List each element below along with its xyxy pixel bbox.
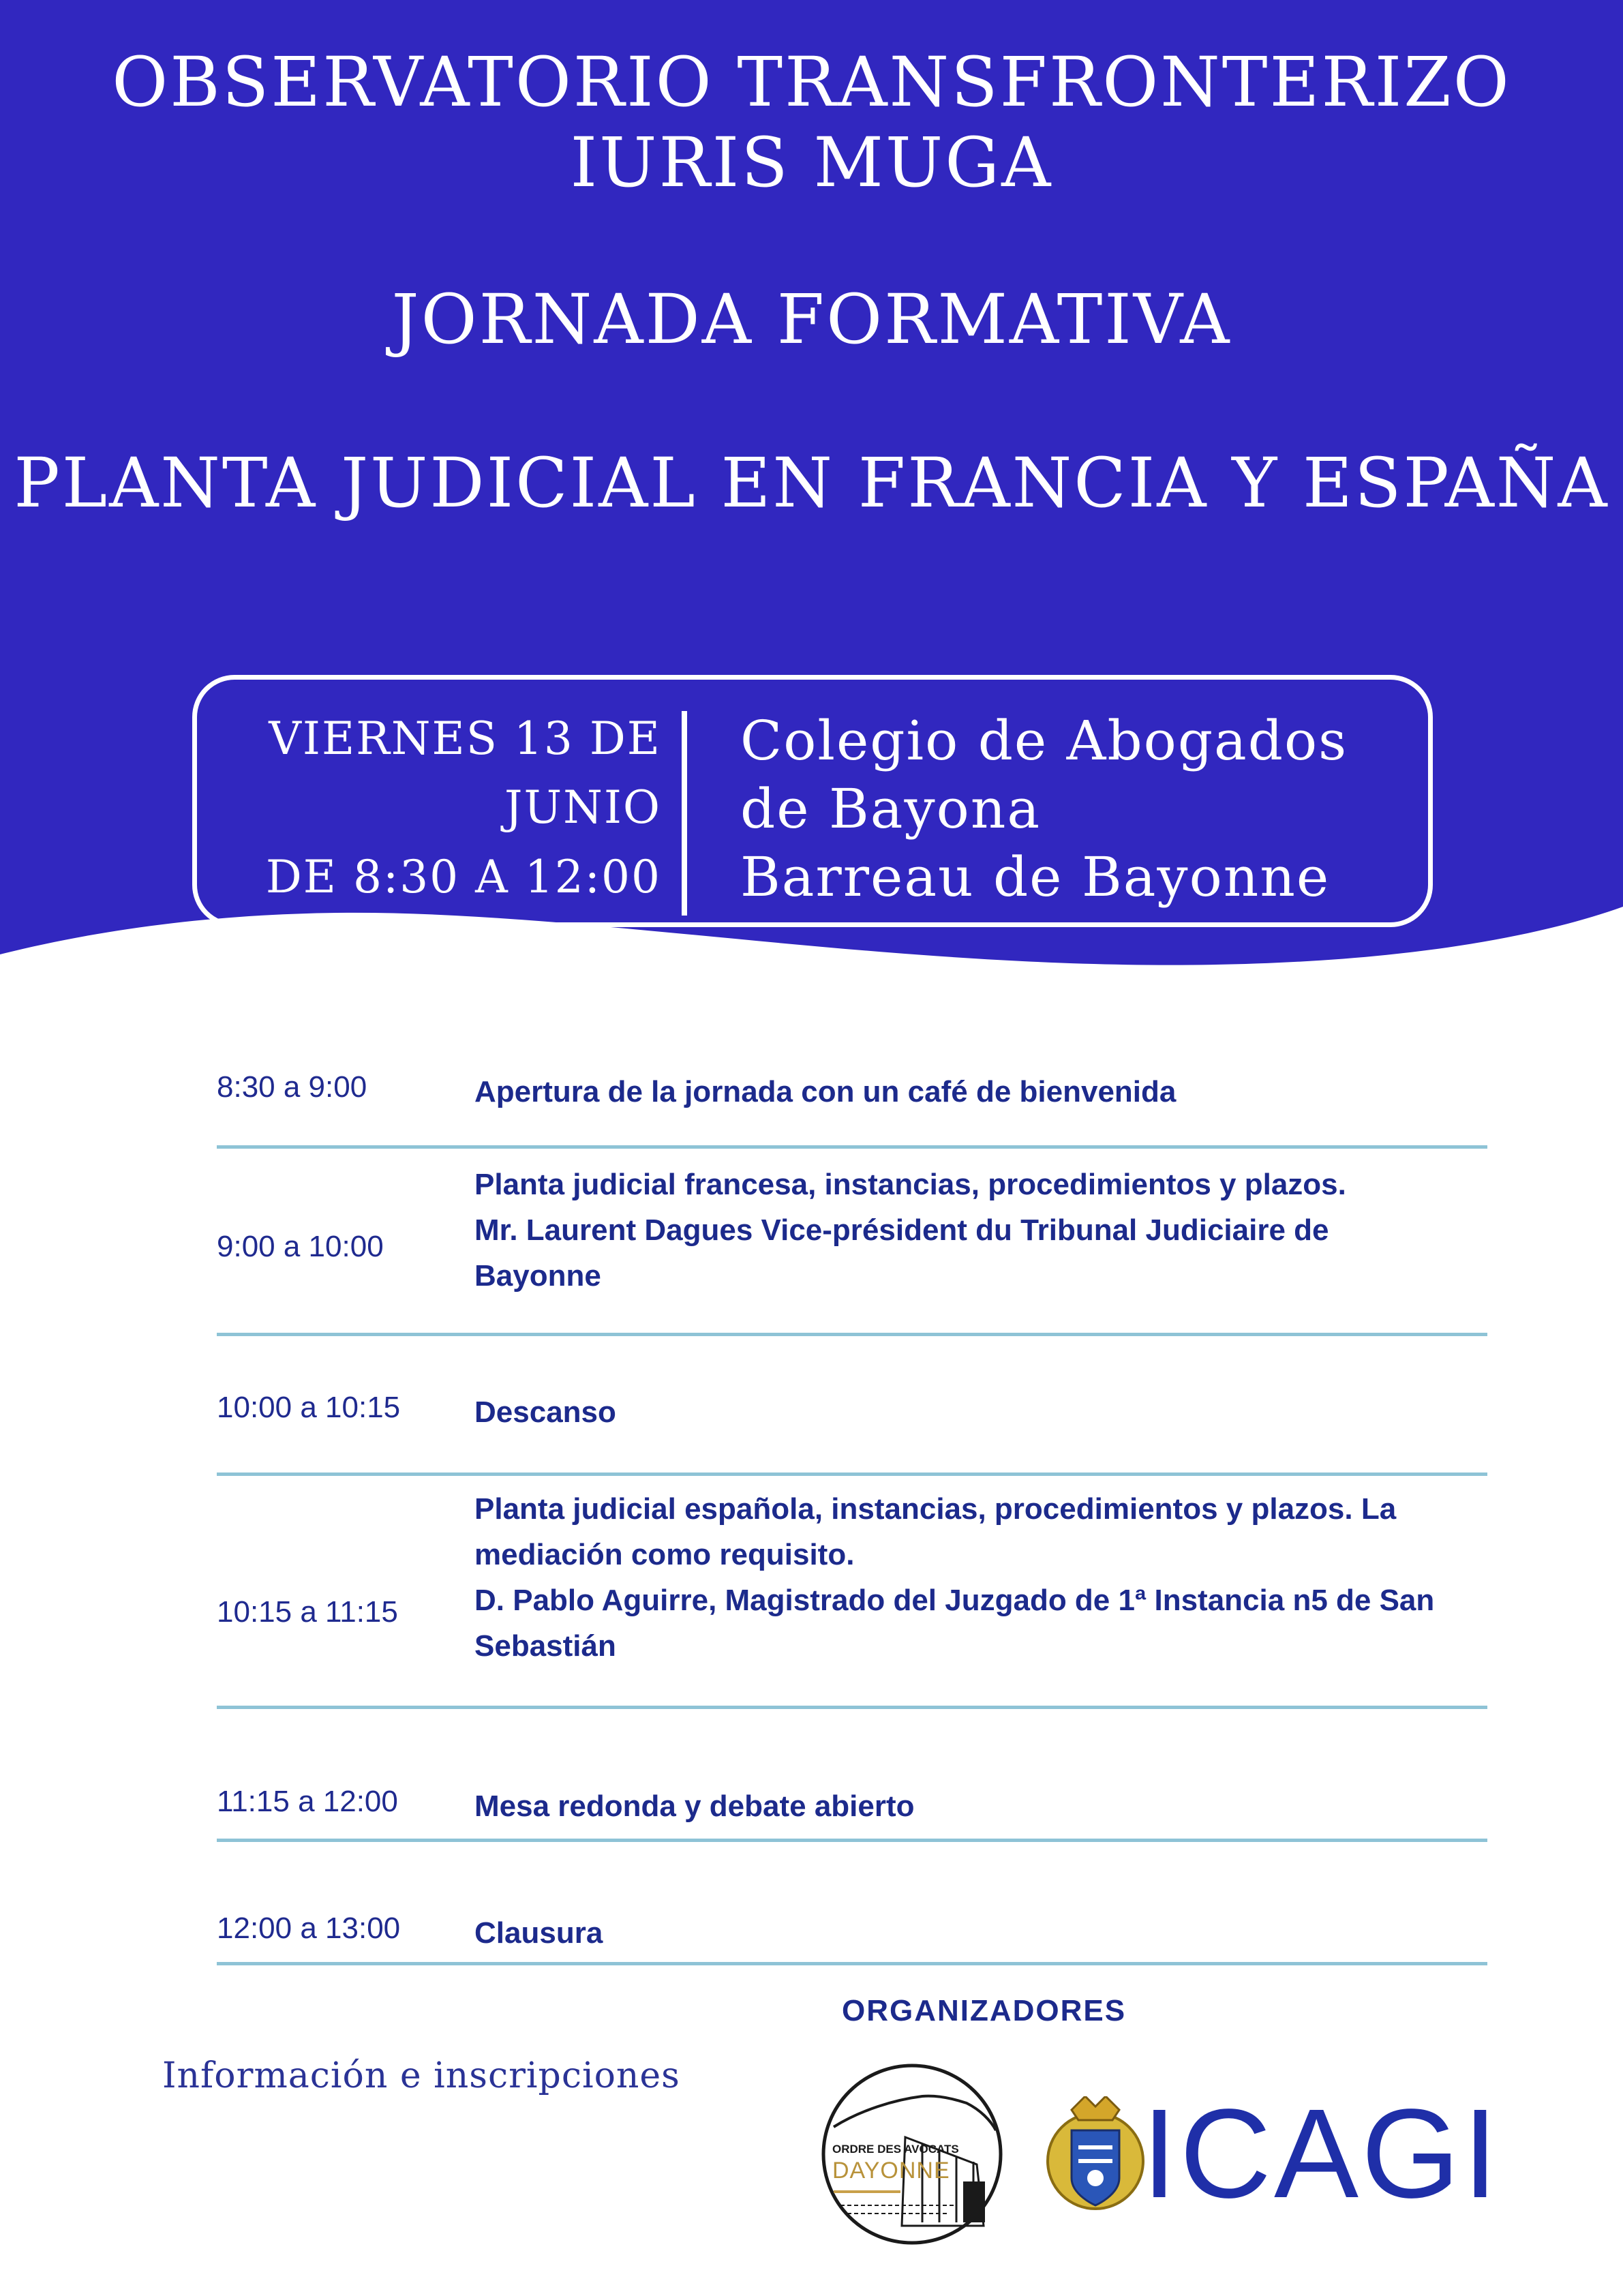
schedule-description	[474, 1389, 1490, 1435]
icagi-logo-text: ICAGI	[1142, 2083, 1501, 2224]
schedule-time: 10:15 a 11:15	[217, 1595, 398, 1629]
event-date-line-2: JUNIO	[504, 781, 661, 834]
schedule-divider	[217, 1472, 1487, 1476]
logo-bayonne-name-text: DAYONNE	[832, 2158, 950, 2184]
schedule-description-line: Planta judicial francesa, instancias, procedimientos y plazos.	[474, 1168, 1346, 1201]
title-line-2: IURIS MUGA	[570, 123, 1053, 202]
schedule-description-line: Sebastián	[474, 1629, 616, 1663]
event-topic: PLANTA JUDICIAL EN FRANCIA Y ESPAÑA	[14, 443, 1609, 523]
schedule-divider	[217, 1706, 1487, 1709]
schedule-divider	[217, 1333, 1487, 1336]
schedule-description-line: Apertura de la jornada con un café de bienvenida	[474, 1075, 1177, 1108]
icagi-shield-icon	[1044, 2096, 1147, 2219]
schedule-description-line: D. Pablo Aguirre, Magistrado del Juzgado de 1ª Instancia n5 de San	[474, 1584, 1435, 1617]
info-divider	[682, 711, 687, 916]
schedule-time: 9:00 a 10:00	[217, 1230, 384, 1263]
event-time: DE 8:30 A 12:00	[265, 851, 661, 903]
venue-line-2: de Bayona	[740, 777, 1042, 841]
info-registration-link[interactable]: Información e inscripciones	[162, 2055, 680, 2096]
schedule-description	[474, 1069, 1490, 1115]
logo-bayonne-top-text: ORDRE DES AVOCATS	[832, 2143, 959, 2156]
schedule-description-line: Mr. Laurent Dagues Vice-président du Tribunal Judiciaire de	[474, 1213, 1329, 1247]
schedule-description	[474, 1162, 1490, 1299]
schedule-time: 11:15 a 12:00	[217, 1785, 398, 1818]
schedule-divider	[217, 1145, 1487, 1149]
schedule-description	[474, 1486, 1490, 1669]
schedule-description	[474, 1783, 1490, 1829]
schedule-description-line: Bayonne	[474, 1259, 601, 1293]
event-subtitle: JORNADA FORMATIVA	[391, 280, 1232, 359]
ordre-avocats-bayonne-logo	[820, 2062, 1004, 2246]
schedule-description	[474, 1910, 1490, 1956]
schedule-description-line: Descanso	[474, 1395, 616, 1429]
schedule-divider	[217, 1962, 1487, 1965]
schedule-time: 10:00 a 10:15	[217, 1391, 401, 1424]
title-line-1: OBSERVATORIO TRANSFRONTERIZO	[112, 42, 1511, 122]
schedule-description-line: Planta judicial española, instancias, procedimientos y plazos. La	[474, 1492, 1397, 1526]
schedule-description-line: Mesa redonda y debate abierto	[474, 1789, 915, 1823]
venue-line-3: Barreau de Bayonne	[740, 845, 1331, 909]
schedule-time: 12:00 a 13:00	[217, 1912, 401, 1945]
schedule-divider	[217, 1839, 1487, 1842]
schedule-description-line: Clausura	[474, 1916, 603, 1950]
venue-line-1: Colegio de Abogados	[740, 709, 1348, 772]
organizers-heading: ORGANIZADORES	[842, 1994, 1127, 2027]
schedule-time: 8:30 a 9:00	[217, 1070, 367, 1104]
schedule-description-line: mediación como requisito.	[474, 1538, 855, 1571]
event-date-line-1: VIERNES 13 DE	[269, 712, 661, 765]
